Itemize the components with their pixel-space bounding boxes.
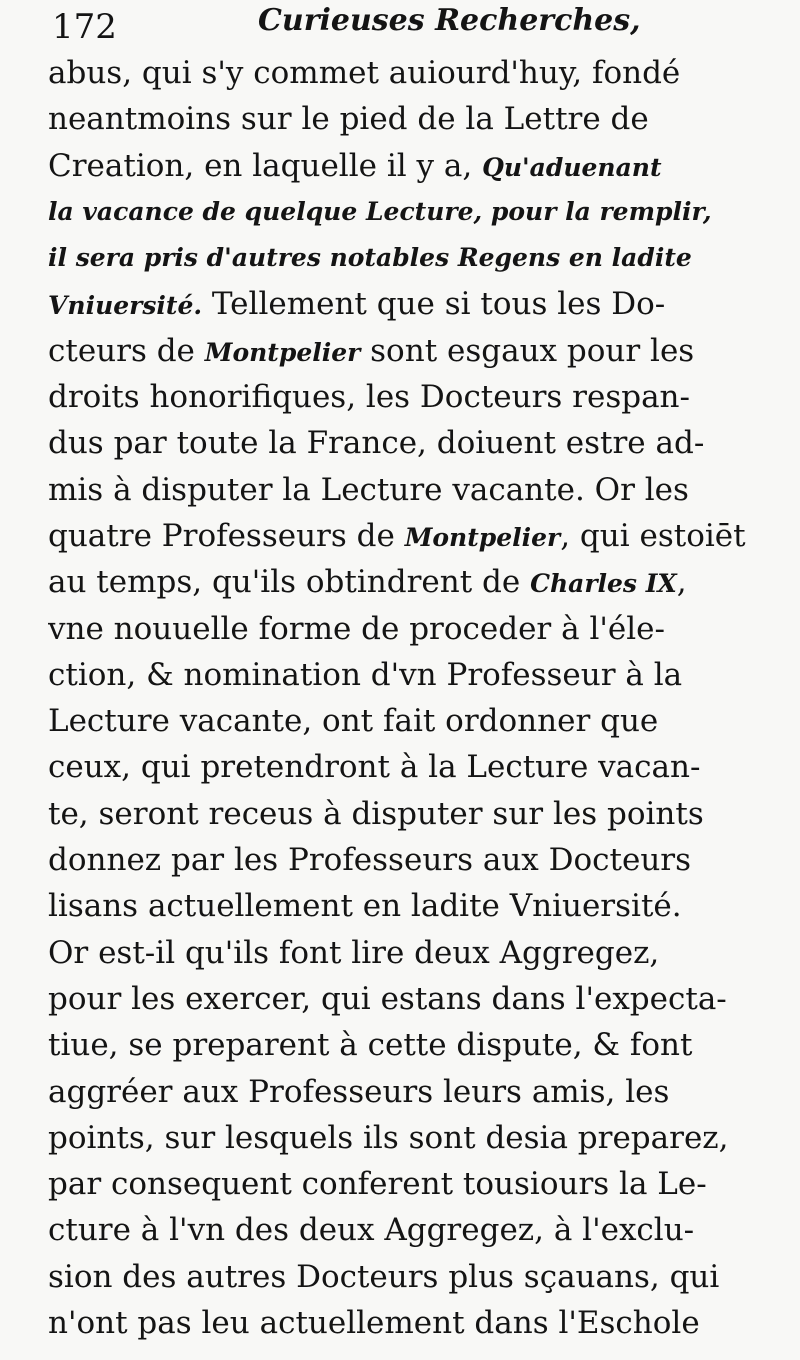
text-line-19: lisans actuellement en ladite Vniuersité.: [48, 888, 682, 925]
text-line-12: au temps, qu'ils obtindrent de Charles IX,: [48, 564, 687, 601]
text-line-10: mis à disputer la Lecture vacante. Or les: [48, 471, 689, 508]
text-line-13: vne nouuelle forme de proceder à l'éle-: [48, 610, 665, 647]
text-line-16: ceux, qui pretendront à la Lecture vacan-: [48, 749, 701, 786]
page-number: 172: [52, 7, 117, 47]
text-line-2: neantmoins sur le pied de la Lettre de: [48, 101, 649, 138]
text-line-25: par consequent conferent tousiours la Le-: [48, 1166, 707, 1203]
text-line-24: points, sur lesquels ils sont desia preparez,: [48, 1119, 729, 1156]
text-line-28: n'ont pas leu actuellement dans l'Eschole: [48, 1305, 700, 1342]
text-line-3: Creation, en laquelle il y a, Qu'aduenant: [48, 147, 662, 184]
text-line-1: abus, qui s'y commet auiourd'huy, fondé: [48, 55, 681, 91]
text-line-21: pour les exercer, qui estans dans l'expecta-: [48, 980, 727, 1017]
text-line-27: sion des autres Docteurs plus sçauans, qui: [48, 1258, 720, 1295]
running-head: Curieuses Recherches,: [258, 3, 641, 38]
text-line-20: Or est-il qu'ils font lire deux Aggregez,: [48, 934, 660, 971]
text-line-9: dus par toute la France, doiuent estre ad-: [48, 425, 705, 462]
text-line-22: tiue, se preparent à cette dispute, & font: [48, 1027, 693, 1064]
text-line-7: cteurs de Montpelier sont esgaux pour les: [48, 332, 695, 369]
text-line-23: aggréer aux Professeurs leurs amis, les: [48, 1073, 670, 1110]
text-line-18: donnez par les Professeurs aux Docteurs: [48, 842, 692, 879]
text-line-11: quatre Professeurs de Montpelier, qui estoiēt: [48, 517, 746, 554]
text-line-15: Lecture vacante, ont fait ordonner que: [48, 703, 659, 740]
text-line-4: la vacance de quelque Lecture, pour la remplir,: [48, 196, 712, 226]
text-line-17: te, seront receus à disputer sur les points: [48, 795, 704, 832]
text-line-8: droits honorifiques, les Docteurs respan-: [48, 379, 690, 416]
text-line-5: il sera pris d'autres notables Regens en ladite: [48, 243, 692, 273]
text-line-14: ction, & nomination d'vn Professeur à la: [48, 656, 683, 693]
text-line-26: cture à l'vn des deux Aggregez, à l'exclu-: [48, 1212, 695, 1249]
body-text: [48, 50, 778, 1346]
text-line-6: Vniuersité. Tellement que si tous les Do-: [48, 286, 666, 323]
